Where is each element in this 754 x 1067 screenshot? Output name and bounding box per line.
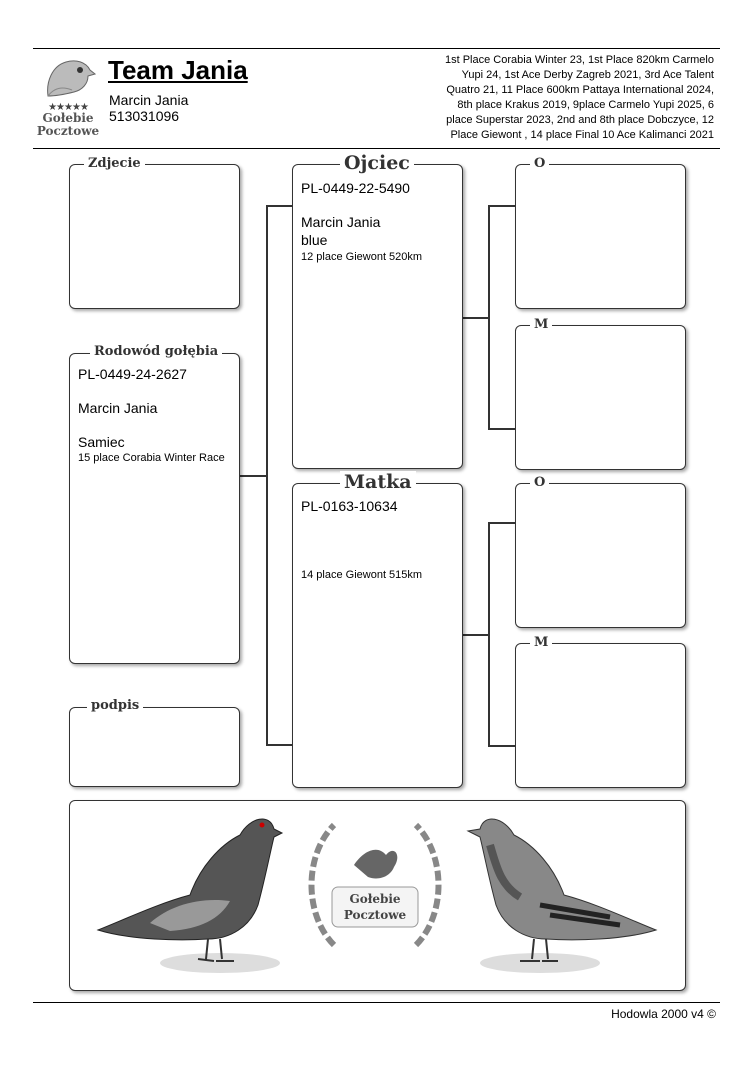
golebie-pocztowe-wreath-logo (294, 815, 456, 965)
connector-line (266, 205, 268, 745)
paternal-grandmother-label: M (530, 317, 552, 332)
connector-line (488, 205, 490, 429)
connector-line (488, 522, 490, 746)
mother-box-label: Matka (340, 471, 416, 493)
footer-text: Hodowla 2000 v4 © (611, 1007, 716, 1021)
header-top-rule (33, 48, 720, 49)
banner-logo-line1: Gołebie (349, 892, 401, 906)
father-color: blue (301, 232, 328, 248)
photo-box-label: Zdjecie (84, 156, 145, 171)
header-phone: 513031096 (109, 108, 180, 124)
photo-box[interactable] (69, 164, 240, 309)
logo-text (34, 112, 102, 138)
father-box (292, 164, 463, 469)
paternal-grandfather-label: O (530, 156, 549, 171)
father-owner: Marcin Jania (301, 214, 381, 230)
pigeon-ring: PL-0449-24-2627 (78, 366, 187, 382)
maternal-grandfather-box (515, 483, 686, 628)
connector-line (462, 317, 489, 319)
signature-box-label: podpis (87, 698, 143, 713)
paternal-grandmother-box (515, 325, 686, 470)
header-achievements: 1st Place Corabia Winter 23, 1st Place 820km Carmelo Yupi 24, 1st Ace Derby Zagreb 2021, 3rd Ace Talent Quatro 21, 11 Place 600km Pattaya International 2024, 8th place Krakus 2019, 9place Carmelo Yupi 2025, 6 place Superstar 2023, 2nd and 8th place Dobczyce, 12 Place Giewont , 14 place Final 10 Ace Kalimanci 2021 (444, 54, 714, 141)
pigeon-sex: Samiec (78, 434, 125, 450)
maternal-grandmother-label: M (530, 635, 552, 650)
connector-line (488, 522, 515, 524)
logo-text-line1: Gołebie (42, 111, 94, 125)
pigeon-owner: Marcin Jania (78, 400, 158, 416)
connector-line (488, 428, 515, 430)
pigeon-head-icon (42, 56, 96, 98)
mother-result: 14 place Giewont 515km (301, 569, 423, 581)
connector-line (488, 205, 515, 207)
logo-text-line2: Pocztowe (36, 124, 100, 138)
maternal-grandmother-box (515, 643, 686, 788)
signature-box[interactable] (69, 707, 240, 787)
mother-box (292, 483, 463, 788)
father-result: 12 place Giewont 520km (301, 251, 423, 263)
connector-line (240, 475, 267, 477)
footer-rule (33, 1002, 720, 1003)
pigeon-result: 15 place Corabia Winter Race (78, 452, 225, 464)
logo-stars: ★★★★★ (48, 102, 88, 113)
pigeon-right-illustration (460, 805, 670, 985)
header-owner: Marcin Jania (109, 92, 189, 108)
maternal-grandfather-label: O (530, 475, 549, 490)
header-bottom-rule (33, 148, 720, 149)
father-ring: PL-0449-22-5490 (301, 180, 410, 196)
pigeon-left-illustration (90, 805, 290, 985)
pigeon-box-label: Rodowód gołębia (90, 344, 222, 359)
connector-line (266, 744, 293, 746)
header-logo (34, 52, 102, 142)
paternal-grandfather-box (515, 164, 686, 309)
connector-line (462, 634, 489, 636)
connector-line (488, 745, 515, 747)
page-title: Team Jania (108, 55, 248, 85)
mother-ring: PL-0163-10634 (301, 498, 398, 514)
connector-line (266, 205, 293, 207)
banner-logo-line2: Pocztowe (343, 908, 407, 922)
father-box-label: Ojciec (340, 152, 414, 174)
